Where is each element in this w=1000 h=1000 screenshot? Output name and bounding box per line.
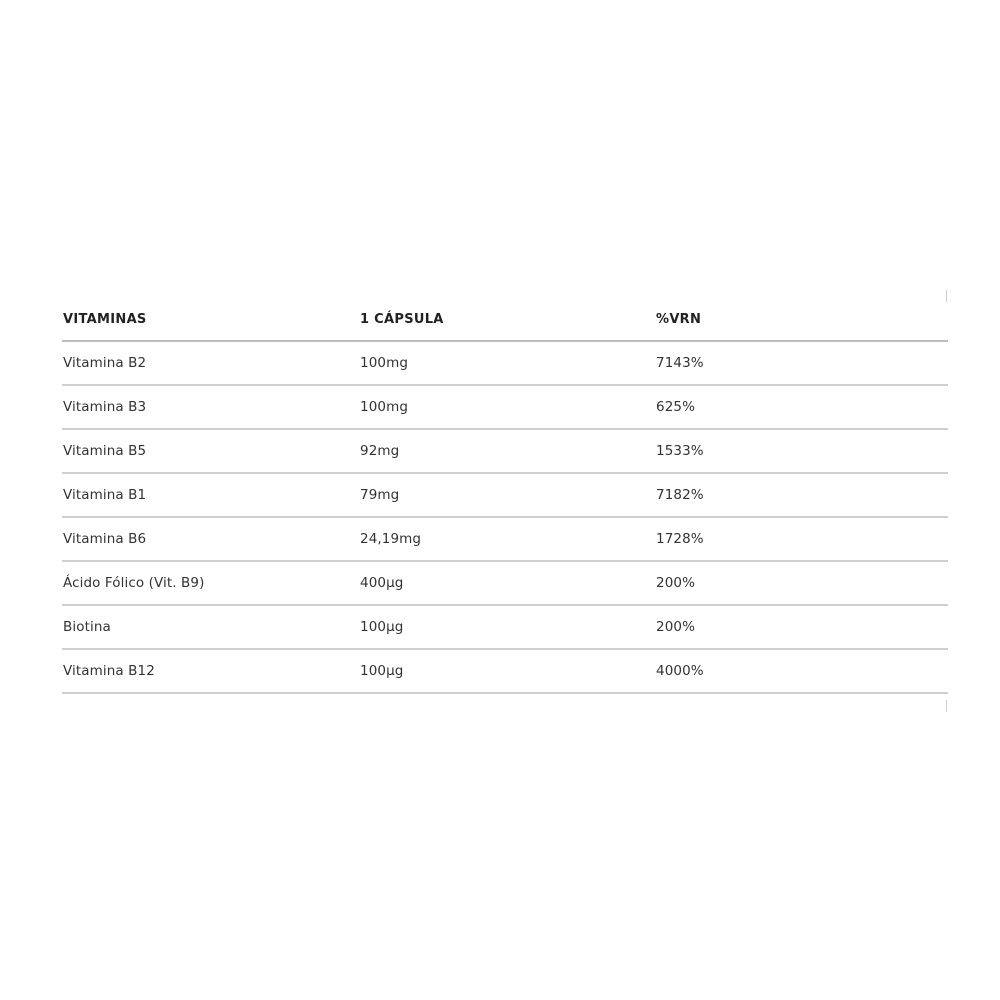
vitamin-vrn: 200% xyxy=(656,575,695,591)
vitamin-vrn: 625% xyxy=(656,399,695,415)
edge-tick-bottom xyxy=(946,700,947,712)
header-capsule: 1 CÁPSULA xyxy=(360,311,444,327)
vitamin-amount: 100mg xyxy=(360,399,408,415)
vitamin-amount: 79mg xyxy=(360,487,400,503)
vitamin-name: Vitamina B1 xyxy=(63,487,147,503)
vitamins-table xyxy=(62,298,948,694)
vitamin-amount: 92mg xyxy=(360,443,400,459)
vitamin-name: Vitamina B2 xyxy=(63,355,147,371)
table-row xyxy=(62,474,948,518)
header-vitamins: VITAMINAS xyxy=(63,311,147,327)
vitamin-vrn: 4000% xyxy=(656,663,704,679)
table-row xyxy=(62,650,948,694)
vitamin-name: Biotina xyxy=(63,619,111,635)
vitamin-vrn: 7182% xyxy=(656,487,704,503)
vitamin-name: Vitamina B5 xyxy=(63,443,147,459)
vitamin-amount: 100µg xyxy=(360,619,404,635)
table-row xyxy=(62,606,948,650)
vitamin-vrn: 1728% xyxy=(656,531,704,547)
table-row xyxy=(62,562,948,606)
header-vrn: %VRN xyxy=(656,311,702,327)
vitamin-name: Ácido Fólico (Vit. B9) xyxy=(63,575,205,591)
vitamin-amount: 100mg xyxy=(360,355,408,371)
vitamin-name: Vitamina B3 xyxy=(63,399,147,415)
vitamin-amount: 100µg xyxy=(360,663,404,679)
vitamin-amount: 400µg xyxy=(360,575,404,591)
vitamin-amount: 24,19mg xyxy=(360,531,422,547)
vitamin-vrn: 7143% xyxy=(656,355,704,371)
table-header-row xyxy=(62,298,948,342)
vitamin-name: Vitamina B6 xyxy=(63,531,147,547)
vitamin-name: Vitamina B12 xyxy=(63,663,155,679)
vitamin-vrn: 200% xyxy=(656,619,695,635)
vitamin-vrn: 1533% xyxy=(656,443,704,459)
table-row xyxy=(62,386,948,430)
table-row xyxy=(62,430,948,474)
table-row xyxy=(62,518,948,562)
table-row xyxy=(62,342,948,386)
